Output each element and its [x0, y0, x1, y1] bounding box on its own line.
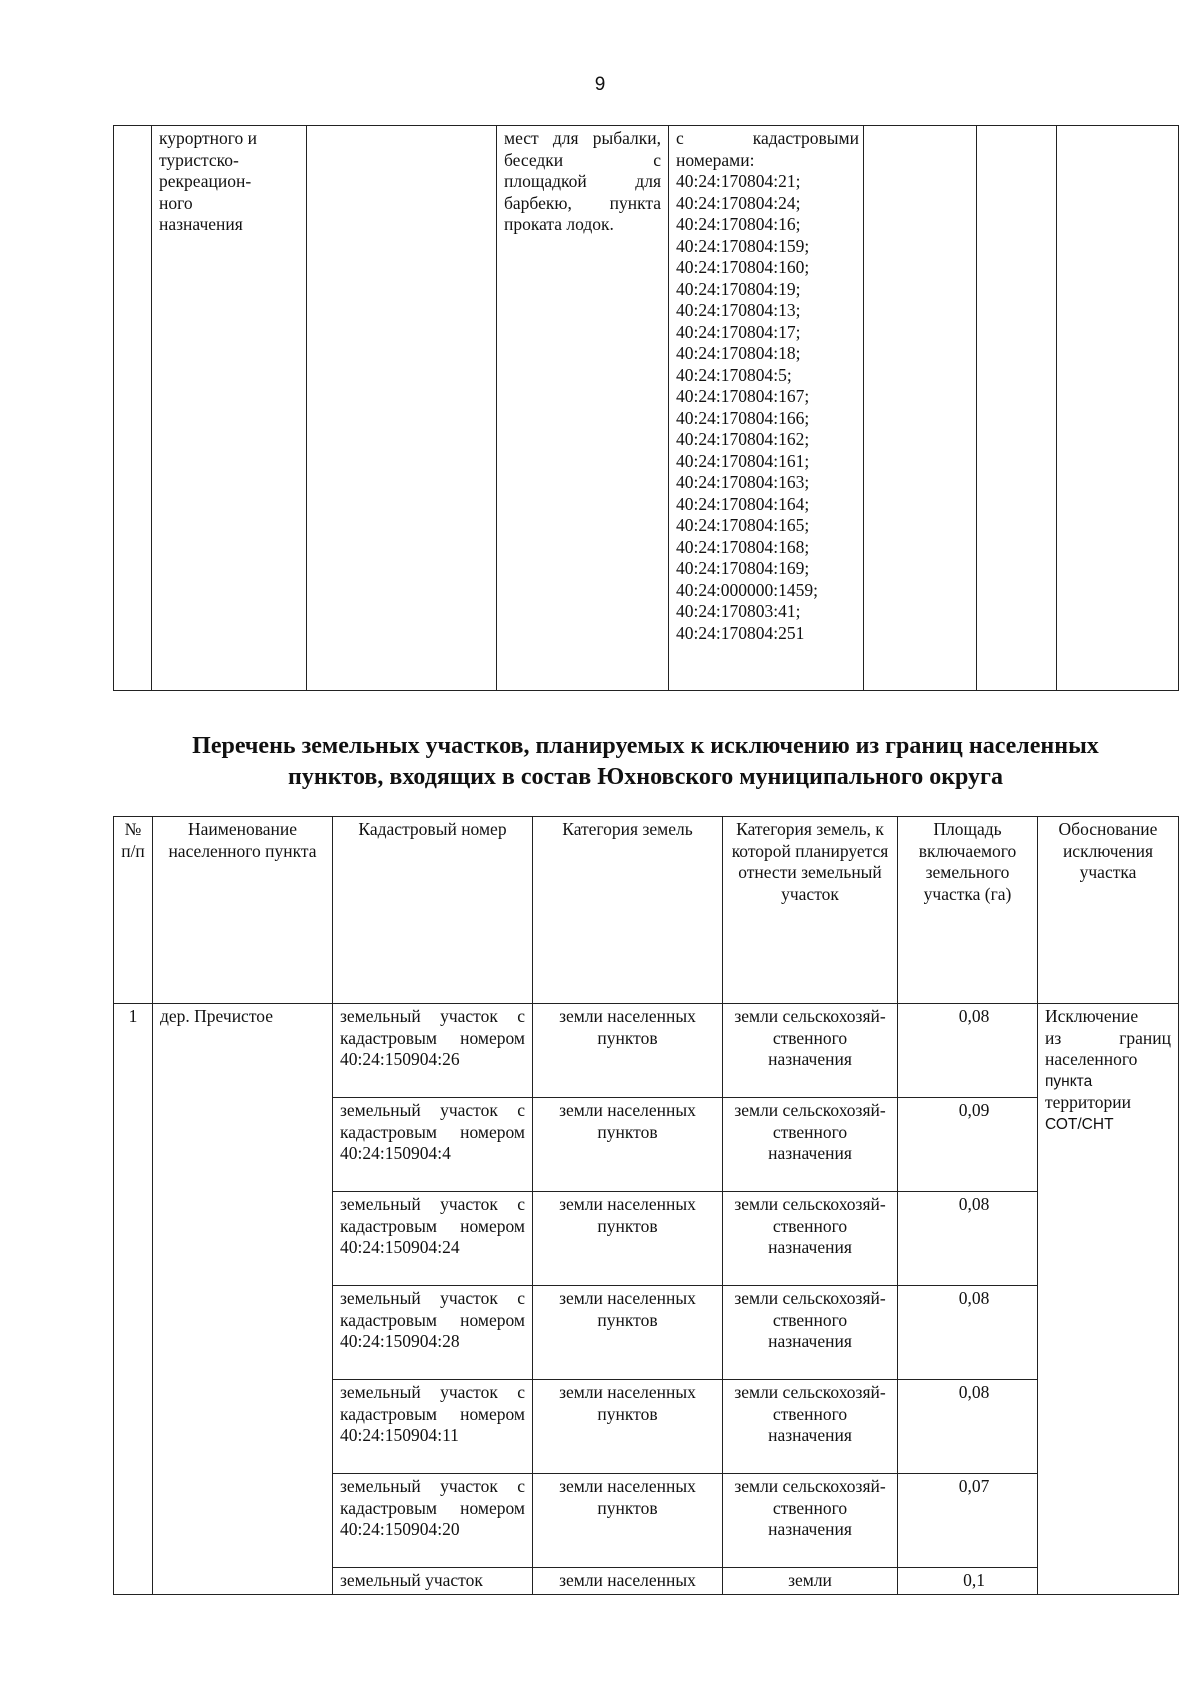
target-category-cell: земли сельскохозяй-ственного назначения [723, 1004, 898, 1098]
purpose-line: туристско- [159, 149, 239, 170]
header-num: № п/п [114, 817, 153, 1004]
parcel-number: 40:24:170804:169; [676, 558, 810, 578]
parcel-number: 40:24:170804:251 [676, 622, 805, 643]
empty-cell [114, 126, 152, 691]
parcel-number: 40:24:170804:166; [676, 407, 810, 428]
parcel-number: 40:24:170804:164; [676, 493, 810, 514]
cadastral-cell: земельный участок [333, 1568, 533, 1595]
reason-cell [1038, 1004, 1179, 1595]
reason-line: СОТ/СНТ [1045, 1115, 1114, 1133]
reason-line: пункта [1045, 1072, 1093, 1090]
header-reason: Обоснование исключения участка [1038, 817, 1179, 1004]
parcel-number: 40:24:170804:16; [676, 214, 801, 234]
exclusion-table [113, 816, 1179, 1595]
heading-line: Перечень земельных участков, планируемых к исключению из границ населенных [192, 733, 1099, 759]
target-category-cell: земли сельскохозяй-ственного назначения [723, 1474, 898, 1568]
table-row [114, 1004, 1179, 1098]
target-category-cell: земли [723, 1568, 898, 1595]
parcel-number: 40:24:170804:167; [676, 386, 810, 406]
header-category: Категория земель [533, 817, 723, 1004]
parcel-number: 40:24:170804:17; [676, 321, 801, 342]
header-area: Площадь включаемого земельного участка (га) [898, 817, 1038, 1004]
reason-line: населенного [1045, 1049, 1138, 1069]
purpose-cell [152, 126, 307, 691]
parcel-number: 40:24:170804:165; [676, 515, 810, 535]
cadastral-cell: земельный участок с кадастровым номером 40:24:150904:26 [333, 1004, 533, 1098]
category-cell: земли населенных пунктов [533, 1098, 723, 1192]
parcel-number: 40:24:000000:1459; [676, 579, 818, 600]
area-cell: 0,07 [898, 1474, 1038, 1568]
parcel-number: 40:24:170804:168; [676, 536, 810, 557]
category-cell: земли населенных пунктов [533, 1192, 723, 1286]
area-cell: 0,08 [898, 1192, 1038, 1286]
target-category-cell: земли сельскохозяй-ственного назначения [723, 1192, 898, 1286]
area-cell: 0,08 [898, 1380, 1038, 1474]
target-category-cell: земли сельскохозяй-ственного назначения [723, 1098, 898, 1192]
parcel-number: 40:24:170804:162; [676, 429, 810, 449]
purpose-line: рекреацион- [159, 171, 252, 191]
parcel-number: 40:24:170804:159; [676, 235, 810, 256]
area-cell: 0,08 [898, 1004, 1038, 1098]
continued-table [113, 125, 1179, 691]
reason-line: Исключение [1045, 1006, 1139, 1026]
parcels-cell [669, 126, 864, 691]
parcel-number: 40:24:170804:163; [676, 472, 810, 492]
target-category-cell: земли сельскохозяй-ственного назначения [723, 1286, 898, 1380]
empty-cell [977, 126, 1057, 691]
area-cell: 0,09 [898, 1098, 1038, 1192]
parcel-number: 40:24:170804:13; [676, 300, 801, 320]
header-row [114, 817, 1179, 1004]
reason-line: территории [1045, 1092, 1131, 1112]
page-number: 9 [594, 74, 606, 95]
target-category-cell: земли сельскохозяй-ственного назначения [723, 1380, 898, 1474]
cadastral-cell: земельный участок с кадастровым номером 40:24:150904:20 [333, 1474, 533, 1568]
purpose-line: ного [159, 192, 193, 213]
settlement-name: дер. Пречистое [153, 1004, 333, 1595]
area-cell: 0,1 [898, 1568, 1038, 1595]
parcel-number: 40:24:170804:21; [676, 171, 801, 191]
category-cell: земли населенных пунктов [533, 1474, 723, 1568]
header-cadastral: Кадастровый номер [333, 817, 533, 1004]
empty-cell [307, 126, 497, 691]
empty-cell [864, 126, 977, 691]
cadastral-cell: земельный участок с кадастровым номером 40:24:150904:4 [333, 1098, 533, 1192]
reason-line: из границ [1045, 1027, 1171, 1048]
header-settlement: Наименование населенного пункта [153, 817, 333, 1004]
heading-line: пунктов, входящих в состав Юхновского муниципального округа [288, 764, 1003, 790]
header-target-category: Категория земель, к которой планируется отнести земельный участок [723, 817, 898, 1004]
parcel-number: 40:24:170804:19; [676, 278, 801, 299]
empty-cell [1057, 126, 1179, 691]
category-cell: земли населенных пунктов [533, 1286, 723, 1380]
parcel-number: 40:24:170804:24; [676, 192, 801, 213]
parcels-intro: с кадастровыми номерами: [676, 128, 859, 170]
parcel-number: 40:24:170804:161; [676, 450, 810, 471]
parcel-number: 40:24:170804:18; [676, 343, 801, 363]
section-heading [113, 731, 1178, 793]
category-cell: земли населенных [533, 1568, 723, 1595]
parcel-number: 40:24:170803:41; [676, 601, 801, 621]
cadastral-cell: земельный участок с кадастровым номером 40:24:150904:11 [333, 1380, 533, 1474]
category-cell: земли населенных пунктов [533, 1004, 723, 1098]
area-cell: 0,08 [898, 1286, 1038, 1380]
cadastral-cell: земельный участок с кадастровым номером 40:24:150904:24 [333, 1192, 533, 1286]
parcel-number: 40:24:170804:5; [676, 364, 792, 385]
purpose-line: назначения [159, 214, 243, 234]
purpose-line: курортного и [159, 128, 258, 148]
description-cell: мест для рыбалки, беседки с площадкой для барбекю, пункта проката лодок. [497, 126, 669, 691]
cadastral-cell: земельный участок с кадастровым номером 40:24:150904:28 [333, 1286, 533, 1380]
row-number: 1 [114, 1004, 153, 1595]
parcel-number: 40:24:170804:160; [676, 257, 810, 277]
category-cell: земли населенных пунктов [533, 1380, 723, 1474]
